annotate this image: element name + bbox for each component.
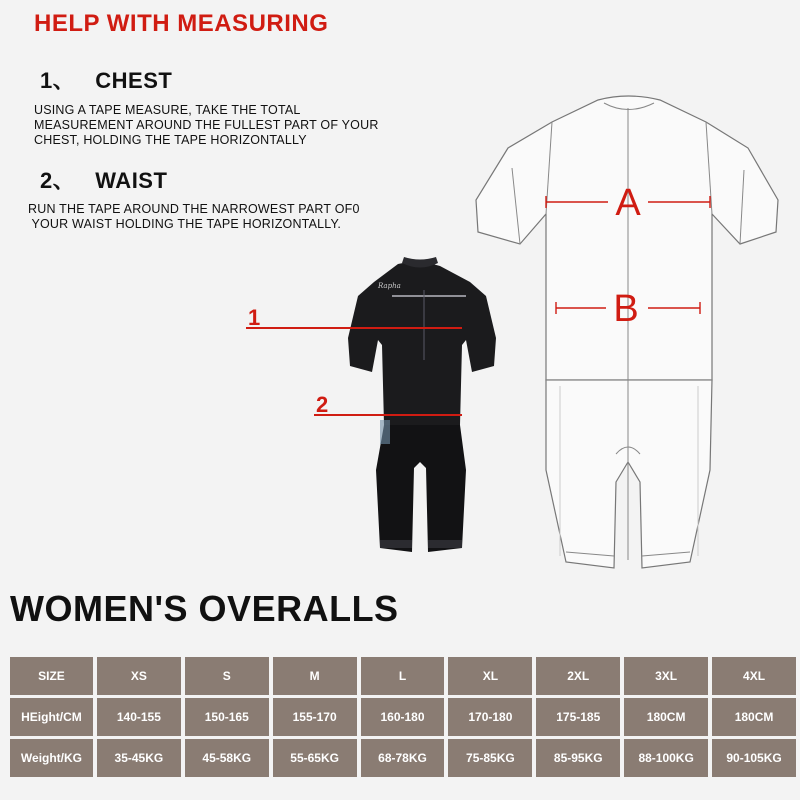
table-cell: S xyxy=(185,657,269,695)
jersey-logo: Rapha xyxy=(378,282,401,290)
chest-instruction-line: USING A TAPE MEASURE, TAKE THE TOTAL xyxy=(34,103,301,117)
table-cell: 175-185 xyxy=(536,698,620,736)
table-cell: 140-155 xyxy=(97,698,181,736)
size-table xyxy=(6,654,800,780)
chest-number: 1、 xyxy=(40,68,76,93)
chest-heading-text: CHEST xyxy=(95,68,173,93)
product-title: WOMEN'S OVERALLS xyxy=(10,588,399,629)
table-cell: 160-180 xyxy=(361,698,445,736)
table-cell: SIZE xyxy=(10,657,93,695)
waist-marker-label: 2 xyxy=(316,392,329,417)
measure-b-label: B xyxy=(613,288,639,330)
table-cell: L xyxy=(361,657,445,695)
table-cell: Weight/KG xyxy=(10,739,93,777)
table-cell: 55-65KG xyxy=(273,739,357,777)
table-cell: 75-85KG xyxy=(448,739,532,777)
black-skinsuit-image xyxy=(348,257,496,552)
table-cell: M xyxy=(273,657,357,695)
table-cell: 85-95KG xyxy=(536,739,620,777)
table-cell: 45-58KG xyxy=(185,739,269,777)
table-cell: 170-180 xyxy=(448,698,532,736)
table-cell: 2XL xyxy=(536,657,620,695)
table-cell: 35-45KG xyxy=(97,739,181,777)
waist-heading-text: WAIST xyxy=(95,168,168,193)
table-cell: XL xyxy=(448,657,532,695)
chest-instruction-line: MEASUREMENT AROUND THE FULLEST PART OF YOUR xyxy=(34,118,379,132)
table-cell: 90-105KG xyxy=(712,739,796,777)
waist-instruction-line: YOUR WAIST HOLDING THE TAPE HORIZONTALLY. xyxy=(28,217,342,231)
measure-a-label: A xyxy=(615,182,641,224)
table-cell: HEight/CM xyxy=(10,698,93,736)
table-cell: XS xyxy=(97,657,181,695)
white-skinsuit-drawing xyxy=(476,96,778,568)
waist-instruction-line: RUN THE TAPE AROUND THE NARROWEST PART OF0 xyxy=(28,202,360,216)
table-cell: 180CM xyxy=(624,698,708,736)
table-cell: 155-170 xyxy=(273,698,357,736)
help-title: HELP WITH MEASURING xyxy=(34,10,329,37)
table-cell: 180CM xyxy=(712,698,796,736)
waist-number: 2、 xyxy=(40,168,76,193)
table-cell: 150-165 xyxy=(185,698,269,736)
chest-instruction-line: CHEST, HOLDING THE TAPE HORIZONTALLY xyxy=(34,133,307,147)
table-cell: 3XL xyxy=(624,657,708,695)
chest-marker-label: 1 xyxy=(248,305,261,330)
table-row-size xyxy=(10,657,796,695)
table-cell: 4XL xyxy=(712,657,796,695)
table-cell: 68-78KG xyxy=(361,739,445,777)
table-row-height xyxy=(10,698,796,736)
table-row-weight xyxy=(10,739,796,777)
table-cell: 88-100KG xyxy=(624,739,708,777)
